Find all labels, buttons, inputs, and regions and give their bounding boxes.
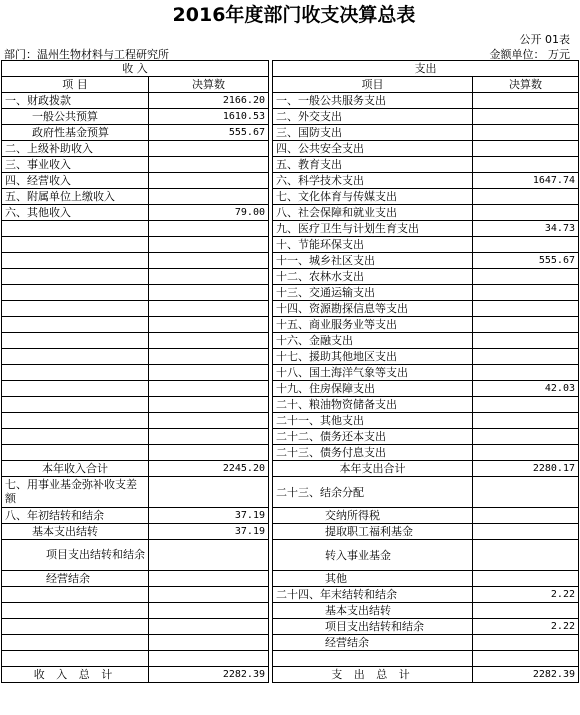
income-item: 经营结余 [2,571,149,587]
income-item: 七、用事业基金弥补收支差额 [2,477,149,508]
expense-amount [473,651,579,667]
income-item: 项目支出结转和结余 [2,540,149,571]
expense-item: 二、外交支出 [273,109,473,125]
table-row [2,651,579,667]
income-amount: 2245.20 [149,461,269,477]
table-row [2,635,579,651]
expense-amount [473,397,579,413]
expense-amount [473,269,579,285]
income-amount: 2166.20 [149,93,269,109]
expense-amount [473,635,579,651]
expense-item: 五、教育支出 [273,157,473,173]
income-amount: 79.00 [149,205,269,221]
expense-item [273,651,473,667]
expense-amount [473,125,579,141]
expense-amount [473,189,579,205]
expense-item: 十四、资源勘探信息等支出 [273,301,473,317]
income-amount [149,237,269,253]
expense-amount [473,445,579,461]
income-item: 二、上级补助收入 [2,141,149,157]
expense-amount: 42.03 [473,381,579,397]
table-row [2,269,579,285]
expense-item: 基本支出结转 [273,603,473,619]
table-row [2,508,579,524]
table-row [2,365,579,381]
expense-amount: 34.73 [473,221,579,237]
expense-item: 十三、交通运输支出 [273,285,473,301]
income-amount [149,317,269,333]
income-item [2,603,149,619]
income-amount [149,285,269,301]
income-item [2,381,149,397]
expense-section-header: 支出 [273,61,579,77]
income-amount: 37.19 [149,508,269,524]
income-item [2,413,149,429]
income-amount [149,141,269,157]
table-row [2,587,579,603]
expense-item: 十五、商业服务业等支出 [273,317,473,333]
income-item [2,221,149,237]
meta-row-dept [0,45,580,60]
summary-table [1,60,579,683]
income-item: 六、其他收入 [2,205,149,221]
expense-amount [473,301,579,317]
income-amount [149,253,269,269]
table-row [2,381,579,397]
expense-amount: 2280.17 [473,461,579,477]
income-item [2,301,149,317]
expense-item: 八、社会保障和就业支出 [273,205,473,221]
table-row [2,173,579,189]
expense-amount: 2282.39 [473,667,579,683]
income-amount: 37.19 [149,524,269,540]
income-amount [149,269,269,285]
expense-amount: 2.22 [473,587,579,603]
expense-amount [473,477,579,508]
expense-item: 本年支出合计 [273,461,473,477]
expense-amount [473,285,579,301]
expense-item: 转入事业基金 [273,540,473,571]
table-row [2,237,579,253]
income-item: 三、事业收入 [2,157,149,173]
income-amount [149,429,269,445]
expense-amount [473,205,579,221]
income-item: 五、附属单位上缴收入 [2,189,149,205]
expense-item: 二十二、债务还本支出 [273,429,473,445]
table-row [2,333,579,349]
income-item: 一、财政拨款 [2,93,149,109]
income-item: 政府性基金预算 [2,125,149,141]
income-item [2,349,149,365]
section-header-row [2,61,579,77]
income-amount [149,540,269,571]
income-amount: 555.67 [149,125,269,141]
table-row [2,571,579,587]
expense-item: 交纳所得税 [273,508,473,524]
expense-amount [473,157,579,173]
report-title: 2016年度部门收支决算总表 [172,4,416,26]
table-row [2,141,579,157]
income-item [2,445,149,461]
table-row [2,93,579,109]
expense-amount [473,413,579,429]
income-section-header: 收 入 [2,61,269,77]
expense-amount-header: 决算数 [473,77,579,93]
total-row [2,667,579,683]
income-item [2,253,149,269]
expense-amount: 1647.74 [473,173,579,189]
expense-item: 二十、粮油物资储备支出 [273,397,473,413]
table-row [2,157,579,173]
table-row [2,109,579,125]
income-item [2,285,149,301]
expense-item: 七、文化体育与传媒支出 [273,189,473,205]
table-row [2,477,579,508]
income-amount [149,651,269,667]
income-item [2,651,149,667]
income-amount [149,397,269,413]
table-row [2,125,579,141]
expense-amount: 555.67 [473,253,579,269]
income-item [2,429,149,445]
expense-item: 项目支出结转和结余 [273,619,473,635]
table-row [2,349,579,365]
table-row [2,445,579,461]
expense-item: 十、节能环保支出 [273,237,473,253]
expense-item: 十八、国土海洋气象等支出 [273,365,473,381]
expense-item: 二十一、其他支出 [273,413,473,429]
income-amount [149,619,269,635]
expense-amount [473,93,579,109]
income-amount [149,221,269,237]
expense-item: 其他 [273,571,473,587]
expense-amount [473,317,579,333]
table-row [2,285,579,301]
expense-amount [473,571,579,587]
income-amount [149,635,269,651]
table-row [2,619,579,635]
income-item [2,635,149,651]
table-row [2,397,579,413]
income-amount [149,445,269,461]
income-item: 收 入 总 计 [2,667,149,683]
table-row [2,221,579,237]
table-row [2,253,579,269]
expense-item: 十二、农林水支出 [273,269,473,285]
expense-amount [473,603,579,619]
table-row [2,429,579,445]
expense-amount [473,508,579,524]
meta-row-form [0,30,580,45]
expense-item: 二十三、债务付息支出 [273,445,473,461]
expense-amount [473,429,579,445]
income-amount [149,333,269,349]
income-item [2,333,149,349]
table-row [2,301,579,317]
expense-item-header: 项目 [273,77,473,93]
income-amount [149,301,269,317]
expense-item: 十一、城乡社区支出 [273,253,473,269]
table-row [2,317,579,333]
income-item: 一般公共预算 [2,109,149,125]
income-item [2,619,149,635]
income-amount [149,365,269,381]
income-amount [149,173,269,189]
table-row [2,540,579,571]
expense-item: 经营结余 [273,635,473,651]
amount-unit: 金额单位： 万元 [489,48,570,61]
expense-amount [473,524,579,540]
income-item [2,269,149,285]
income-amount: 1610.53 [149,109,269,125]
table-row [2,413,579,429]
income-amount [149,349,269,365]
income-amount [149,413,269,429]
income-amount [149,381,269,397]
expense-item: 一、一般公共服务支出 [273,93,473,109]
income-amount [149,571,269,587]
expense-amount [473,349,579,365]
income-amount [149,587,269,603]
income-amount [149,603,269,619]
expense-item: 四、公共安全支出 [273,141,473,157]
expense-item: 十六、金融支出 [273,333,473,349]
income-item: 本年收入合计 [2,461,149,477]
expense-item: 十七、援助其他地区支出 [273,349,473,365]
expense-amount [473,237,579,253]
expense-item: 十九、住房保障支出 [273,381,473,397]
subtotal-row [2,461,579,477]
expense-item: 六、科学技术支出 [273,173,473,189]
table-row [2,524,579,540]
expense-item: 支 出 总 计 [273,667,473,683]
expense-item: 三、国防支出 [273,125,473,141]
income-item-header: 项 目 [2,77,149,93]
table-row [2,603,579,619]
expense-amount [473,141,579,157]
income-amount: 2282.39 [149,667,269,683]
income-item: 八、年初结转和结余 [2,508,149,524]
income-item [2,397,149,413]
expense-amount: 2.22 [473,619,579,635]
expense-item: 二十三、结余分配 [273,477,473,508]
expense-amount [473,365,579,381]
income-item [2,317,149,333]
income-item [2,237,149,253]
income-amount [149,157,269,173]
expense-amount [473,540,579,571]
table-row [2,189,579,205]
income-item [2,587,149,603]
department-name: 部门：温州生物材料与工程研究所 [4,48,169,61]
column-header-row [2,77,579,93]
income-amount-header: 决算数 [149,77,269,93]
income-item: 基本支出结转 [2,524,149,540]
income-item: 四、经营收入 [2,173,149,189]
income-amount [149,477,269,508]
expense-item: 提取职工福利基金 [273,524,473,540]
income-amount [149,189,269,205]
expense-amount [473,109,579,125]
income-item [2,365,149,381]
expense-item: 二十四、年末结转和结余 [273,587,473,603]
expense-item: 九、医疗卫生与计划生育支出 [273,221,473,237]
expense-amount [473,333,579,349]
form-number: 公开 01表 [519,33,570,46]
table-row [2,205,579,221]
